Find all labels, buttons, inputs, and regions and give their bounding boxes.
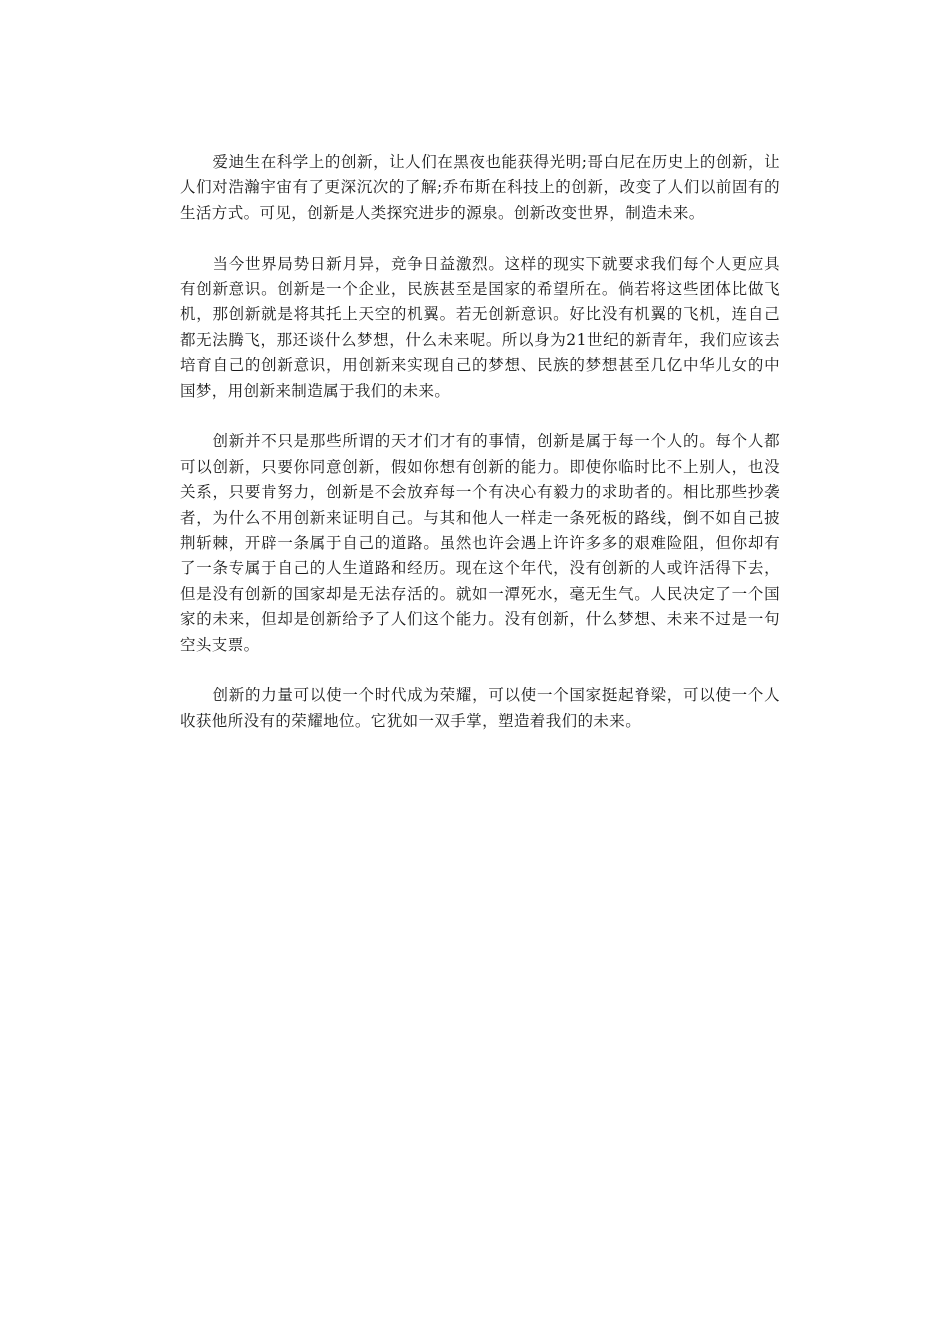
paragraph-2: 当今世界局势日新月异，竞争日益激烈。这样的现实下就要求我们每个人更应具有创新意识。创新是一个企业，民族甚至是国家的希望所在。倘若将这些团体比做飞机，那创新就是将其托上天空的机翼。若无创新意识。好比没有机翼的飞机，连自己都无法腾飞，那还谈什么梦想，什么未来呢。所以身为21世纪的新青年，我们应该去培育自己的创新意识，用创新来实现自己的梦想、民族的梦想甚至几亿中华儿女的中国梦，用创新来制造属于我们的未来。 [180,254,780,400]
paragraph-3: 创新并不只是那些所谓的天才们才有的事情，创新是属于每一个人的。每个人都可以创新，只要你同意创新，假如你想有创新的能力。即使你临时比不上别人，也没关系，只要肯努力，创新是不会放弃每一个有决心有毅力的求助者的。相比那些抄袭者，为什么不用创新来证明自己。与其和他人一样走一条死板的路线，倒不如自己披荆斩棘，开辟一条属于自己的道路。虽然也许会遇上许许多多的艰难险阻，但你却有了一条专属于自己的人生道路和经历。现在这个年代，没有创新的人或许活得下去，但是没有创新的国家却是无法存活的。就如一潭死水，毫无生气。人民决定了一个国家的未来，但却是创新给予了人们这个能力。没有创新，什么梦想、未来不过是一句空头支票。 [180,432,780,654]
paragraph-1: 爱迪生在科学上的创新，让人们在黑夜也能获得光明;哥白尼在历史上的创新，让人们对浩瀚宇宙有了更深沉次的了解;乔布斯在科技上的创新，改变了人们以前固有的生活方式。可见，创新是人类探究进步的源泉。创新改变世界，制造未来。 [180,153,780,222]
document-body [180,150,780,760]
paragraph-4: 创新的力量可以使一个时代成为荣耀，可以使一个国家挺起脊梁，可以使一个人收获他所没有的荣耀地位。它犹如一双手掌，塑造着我们的未来。 [180,686,780,730]
